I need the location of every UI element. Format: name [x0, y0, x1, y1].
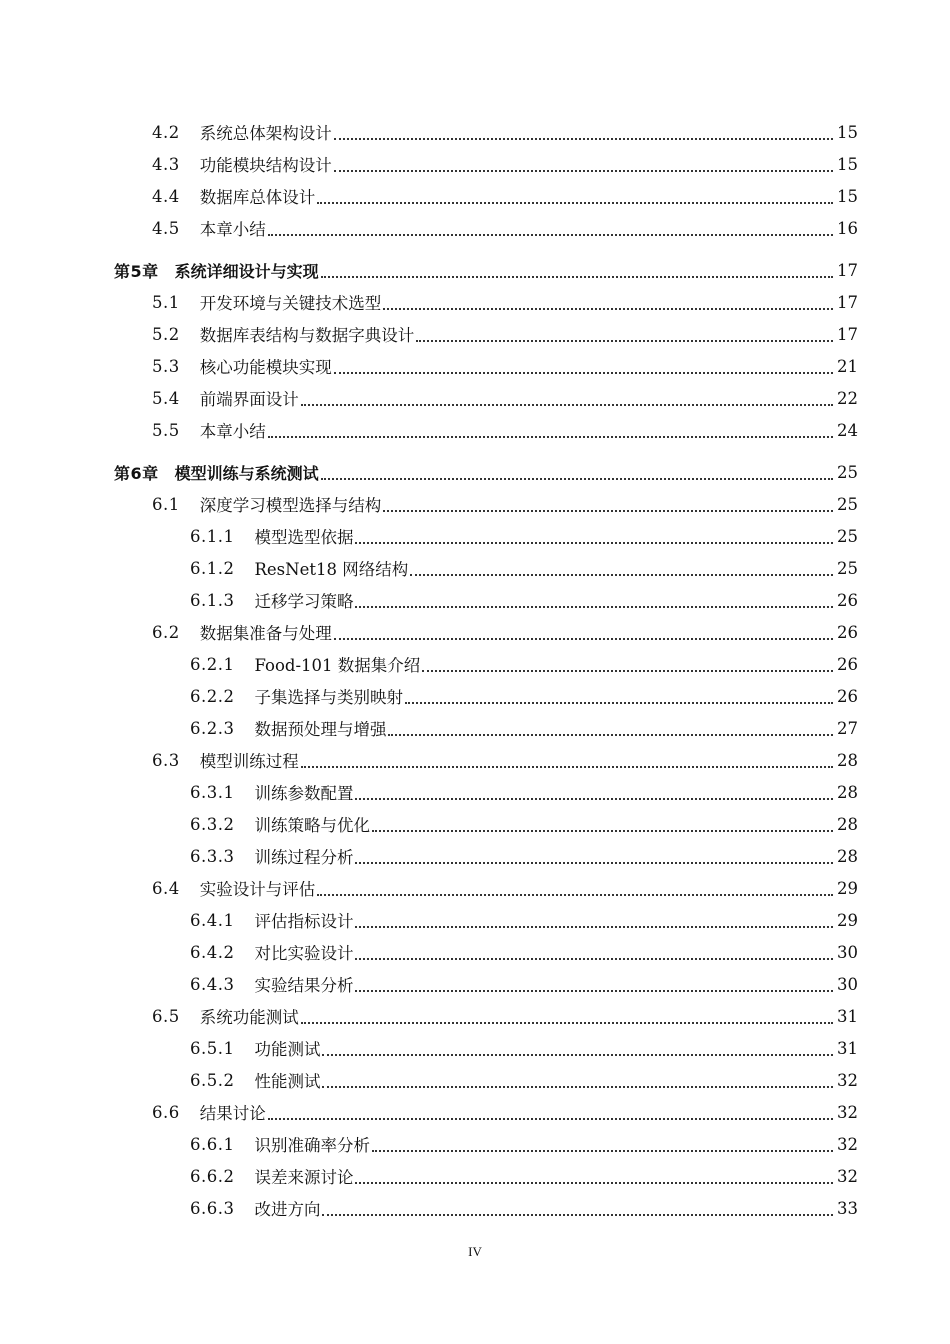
- toc-section-entry[interactable]: [0, 116, 950, 148]
- toc-entry-page: 30: [837, 974, 858, 994]
- toc-entry-page: 21: [837, 356, 858, 376]
- toc-entry-title: 数据预处理与增强: [254, 720, 387, 739]
- toc-chapter-entry[interactable]: [0, 254, 950, 286]
- toc-entry-number: 6.2.1: [190, 654, 235, 674]
- toc-section-entry[interactable]: [0, 414, 950, 446]
- toc-entry-title: 模型训练与系统测试: [174, 463, 319, 483]
- toc-entry-page: 26: [837, 686, 858, 706]
- toc-entry-page: 26: [837, 622, 858, 642]
- toc-entry-title: 功能模块结构设计: [199, 156, 332, 175]
- toc-leader-dots: [355, 606, 833, 608]
- toc-entry-page: 29: [837, 878, 858, 898]
- toc-entry-page: 25: [837, 558, 858, 578]
- toc-leader-dots: [301, 766, 833, 768]
- page-number: IV: [468, 1244, 482, 1259]
- toc-entry-title: ResNet18 网络结构: [254, 560, 409, 579]
- toc-leader-dots: [268, 234, 833, 236]
- toc-entry-title: 识别准确率分析: [254, 1136, 370, 1155]
- toc-entry-page: 33: [837, 1198, 858, 1218]
- toc-leader-dots: [322, 1086, 833, 1088]
- toc-entry-title: 改进方向: [254, 1200, 321, 1219]
- toc-entry-page: 28: [837, 846, 858, 866]
- toc-entry-number: 6.3.1: [190, 782, 235, 802]
- toc-section-entry[interactable]: [0, 520, 950, 552]
- toc-section-entry[interactable]: [0, 680, 950, 712]
- toc-entry-page: 17: [837, 260, 858, 280]
- toc-leader-dots: [322, 1214, 833, 1216]
- toc-section-entry[interactable]: [0, 382, 950, 414]
- toc-entry-title: 训练过程分析: [254, 848, 354, 867]
- toc-section-entry[interactable]: [0, 904, 950, 936]
- toc-entry-title: 性能测试: [254, 1072, 321, 1091]
- toc-entry-number: 6.3.2: [190, 814, 235, 834]
- toc-entry-page: 25: [837, 494, 858, 514]
- toc-entry-page: 31: [837, 1038, 858, 1058]
- toc-leader-dots: [317, 202, 833, 204]
- table-of-contents: [0, 116, 950, 1224]
- toc-entry-title: 结果讨论: [199, 1104, 266, 1123]
- toc-section-entry[interactable]: [0, 776, 950, 808]
- toc-entry-title: 数据库表结构与数据字典设计: [199, 326, 415, 345]
- toc-entry-title: 本章小结: [199, 422, 266, 441]
- toc-section-entry[interactable]: [0, 1064, 950, 1096]
- toc-entry-page: 30: [837, 942, 858, 962]
- toc-leader-dots: [383, 510, 833, 512]
- toc-section-entry[interactable]: [0, 1032, 950, 1064]
- toc-leader-dots: [268, 436, 833, 438]
- toc-entry-title: 本章小结: [199, 220, 266, 239]
- toc-section-entry[interactable]: [0, 318, 950, 350]
- toc-entry-number: 6.1.3: [190, 590, 235, 610]
- toc-section-entry[interactable]: [0, 584, 950, 616]
- toc-leader-dots: [355, 798, 833, 800]
- toc-entry-number: 4.2: [152, 122, 180, 142]
- toc-entry-page: 15: [837, 186, 858, 206]
- toc-entry-title: Food-101 数据集介绍: [254, 656, 421, 675]
- toc-chapter-entry[interactable]: [0, 456, 950, 488]
- toc-section-entry[interactable]: [0, 286, 950, 318]
- toc-entry-number: 6.5: [152, 1006, 180, 1026]
- toc-section-entry[interactable]: [0, 936, 950, 968]
- toc-entry-number: 第5章: [114, 261, 159, 281]
- toc-section-entry[interactable]: [0, 1128, 950, 1160]
- toc-entry-title: 误差来源讨论: [254, 1168, 354, 1187]
- toc-entry-title: 系统功能测试: [199, 1008, 299, 1027]
- toc-leader-dots: [422, 670, 833, 672]
- toc-entry-title: 数据库总体设计: [199, 188, 316, 207]
- toc-section-entry[interactable]: [0, 840, 950, 872]
- toc-entry-number: 6.1.1: [190, 526, 235, 546]
- toc-entry-title: 迁移学习策略: [254, 592, 354, 611]
- toc-leader-dots: [301, 404, 833, 406]
- toc-entry-page: 28: [837, 750, 858, 770]
- toc-entry-title: 模型选型依据: [254, 528, 354, 547]
- toc-leader-dots: [321, 478, 833, 480]
- toc-entry-page: 24: [837, 420, 858, 440]
- toc-entry-number: 6.3.3: [190, 846, 235, 866]
- toc-entry-page: 32: [837, 1102, 858, 1122]
- toc-entry-number: 4.5: [152, 218, 180, 238]
- toc-entry-page: 22: [837, 388, 858, 408]
- toc-entry-number: 第6章: [114, 463, 159, 483]
- toc-section-entry[interactable]: [0, 1192, 950, 1224]
- toc-entry-number: 6.2: [152, 622, 180, 642]
- toc-entry-title: 实验设计与评估: [199, 880, 316, 899]
- toc-entry-number: 4.4: [152, 186, 180, 206]
- toc-entry-title: 实验结果分析: [254, 976, 354, 995]
- toc-entry-number: 6.5.2: [190, 1070, 235, 1090]
- toc-entry-title: 子集选择与类别映射: [254, 688, 403, 707]
- toc-entry-title: 功能测试: [254, 1040, 321, 1059]
- toc-section-entry[interactable]: [0, 1000, 950, 1032]
- toc-section-entry[interactable]: [0, 148, 950, 180]
- toc-entry-title: 前端界面设计: [199, 390, 299, 409]
- toc-leader-dots: [355, 990, 833, 992]
- toc-leader-dots: [372, 830, 833, 832]
- toc-entry-page: 32: [837, 1070, 858, 1090]
- toc-entry-page: 31: [837, 1006, 858, 1026]
- toc-entry-number: 6.4.3: [190, 974, 235, 994]
- toc-entry-title: 评估指标设计: [254, 912, 354, 931]
- toc-entry-page: 16: [837, 218, 858, 238]
- toc-section-entry[interactable]: [0, 1160, 950, 1192]
- toc-entry-number: 5.4: [152, 388, 180, 408]
- toc-entry-title: 训练策略与优化: [254, 816, 370, 835]
- toc-section-entry[interactable]: [0, 552, 950, 584]
- toc-leader-dots: [321, 276, 833, 278]
- toc-section-entry[interactable]: [0, 808, 950, 840]
- toc-leader-dots: [410, 574, 833, 576]
- toc-entry-title: 数据集准备与处理: [199, 624, 332, 643]
- toc-entry-number: 6.5.1: [190, 1038, 235, 1058]
- toc-leader-dots: [416, 340, 833, 342]
- toc-entry-title: 系统总体架构设计: [199, 124, 332, 143]
- toc-section-entry[interactable]: [0, 744, 950, 776]
- toc-entry-title: 深度学习模型选择与结构: [199, 496, 382, 515]
- toc-leader-dots: [317, 894, 833, 896]
- toc-section-entry[interactable]: [0, 872, 950, 904]
- toc-section-entry[interactable]: [0, 180, 950, 212]
- toc-section-entry[interactable]: [0, 488, 950, 520]
- toc-entry-page: 25: [837, 526, 858, 546]
- toc-entry-number: 6.1.2: [190, 558, 235, 578]
- toc-leader-dots: [334, 372, 833, 374]
- toc-leader-dots: [355, 958, 833, 960]
- toc-entry-title: 系统详细设计与实现: [174, 261, 319, 281]
- toc-leader-dots: [372, 1150, 833, 1152]
- toc-entry-number: 4.3: [152, 154, 180, 174]
- toc-entry-page: 17: [837, 292, 858, 312]
- toc-entry-number: 5.3: [152, 356, 180, 376]
- toc-entry-number: 5.5: [152, 420, 180, 440]
- toc-entry-number: 6.2.3: [190, 718, 235, 738]
- toc-entry-number: 6.4.1: [190, 910, 235, 930]
- toc-section-entry[interactable]: [0, 648, 950, 680]
- toc-leader-dots: [355, 862, 833, 864]
- toc-entry-number: 6.1: [152, 494, 180, 514]
- toc-entry-page: 25: [837, 462, 858, 482]
- toc-entry-page: 15: [837, 122, 858, 142]
- toc-leader-dots: [355, 542, 833, 544]
- toc-entry-title: 核心功能模块实现: [199, 358, 332, 377]
- toc-entry-page: 26: [837, 654, 858, 674]
- toc-entry-number: 5.2: [152, 324, 180, 344]
- toc-entry-page: 32: [837, 1166, 858, 1186]
- toc-entry-page: 32: [837, 1134, 858, 1154]
- toc-leader-dots: [334, 170, 833, 172]
- toc-entry-page: 27: [837, 718, 858, 738]
- toc-entry-page: 26: [837, 590, 858, 610]
- toc-entry-number: 6.4: [152, 878, 180, 898]
- toc-entry-title: 训练参数配置: [254, 784, 354, 803]
- toc-section-entry[interactable]: [0, 1096, 950, 1128]
- toc-leader-dots: [301, 1022, 833, 1024]
- toc-section-entry[interactable]: [0, 968, 950, 1000]
- toc-entry-number: 6.6.2: [190, 1166, 235, 1186]
- toc-entry-title: 对比实验设计: [254, 944, 354, 963]
- toc-leader-dots: [355, 926, 833, 928]
- toc-entry-page: 15: [837, 154, 858, 174]
- toc-leader-dots: [405, 702, 833, 704]
- toc-entry-title: 模型训练过程: [199, 752, 299, 771]
- toc-leader-dots: [268, 1118, 833, 1120]
- toc-entry-title: 开发环境与关键技术选型: [199, 294, 382, 313]
- toc-section-entry[interactable]: [0, 616, 950, 648]
- toc-entry-number: 6.6: [152, 1102, 180, 1122]
- toc-entry-page: 28: [837, 782, 858, 802]
- toc-entry-page: 29: [837, 910, 858, 930]
- toc-leader-dots: [322, 1054, 833, 1056]
- toc-entry-page: 17: [837, 324, 858, 344]
- toc-section-entry[interactable]: [0, 350, 950, 382]
- toc-entry-page: 28: [837, 814, 858, 834]
- toc-leader-dots: [355, 1182, 833, 1184]
- toc-entry-number: 5.1: [152, 292, 180, 312]
- toc-leader-dots: [388, 734, 833, 736]
- toc-leader-dots: [334, 638, 833, 640]
- toc-section-entry[interactable]: [0, 712, 950, 744]
- toc-section-entry[interactable]: [0, 212, 950, 244]
- toc-leader-dots: [383, 308, 833, 310]
- toc-entry-number: 6.6.1: [190, 1134, 235, 1154]
- toc-entry-number: 6.4.2: [190, 942, 235, 962]
- toc-entry-number: 6.3: [152, 750, 180, 770]
- toc-leader-dots: [334, 138, 833, 140]
- toc-entry-number: 6.2.2: [190, 686, 235, 706]
- toc-entry-number: 6.6.3: [190, 1198, 235, 1218]
